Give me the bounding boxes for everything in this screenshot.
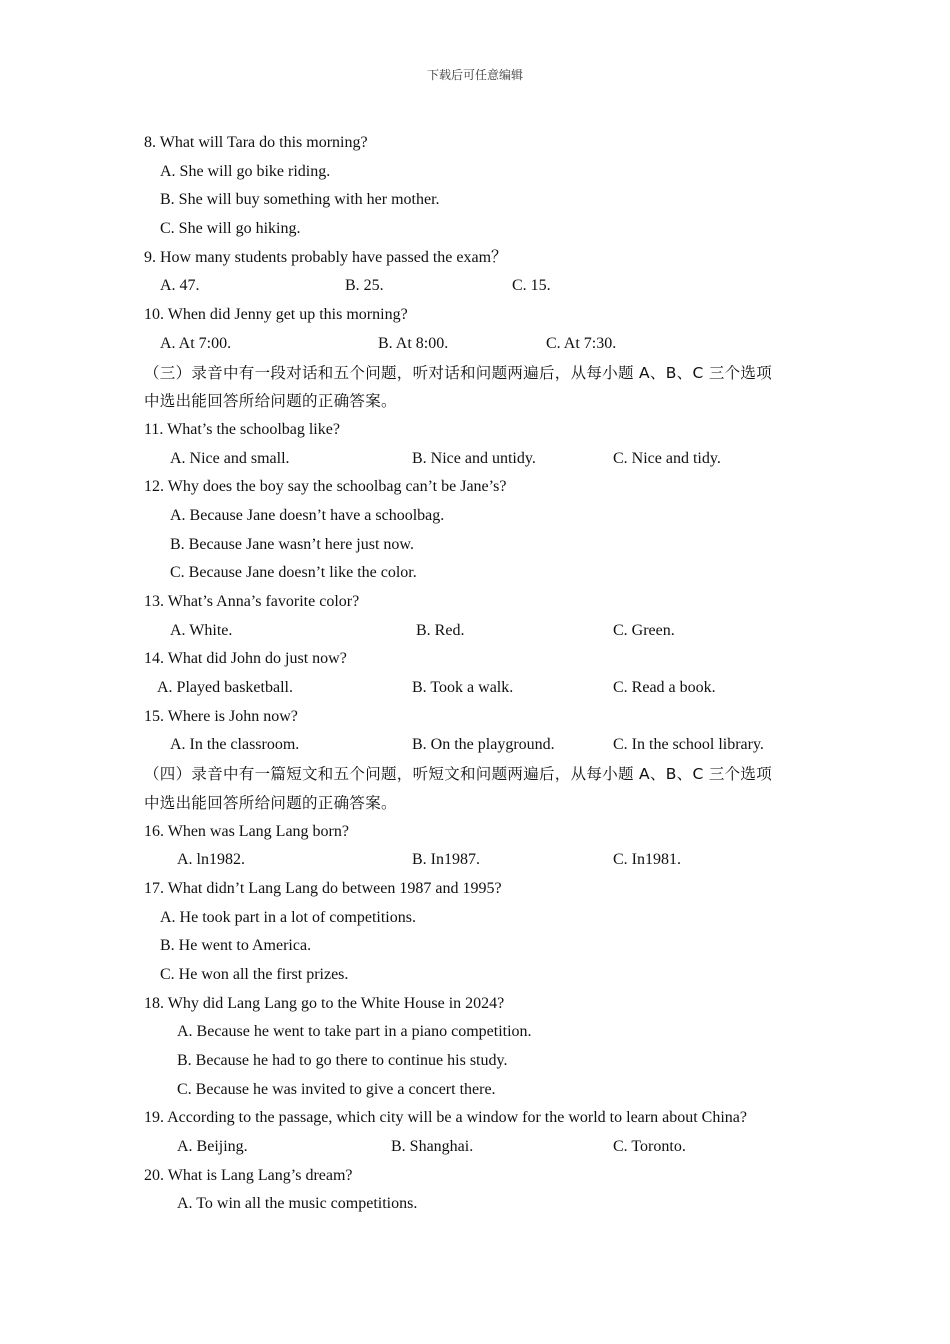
answer-option: B. In1987.: [412, 851, 480, 869]
answer-option: B. Took a walk.: [412, 679, 514, 697]
answer-option: C. At 7:30.: [546, 334, 617, 352]
answer-option: C. Because Jane doesn’t like the color.: [170, 564, 417, 582]
answer-option: C. 15.: [512, 277, 551, 295]
question-text: 14. What did John do just now?: [144, 650, 347, 668]
question-list: [144, 129, 824, 1219]
answer-option: A. In the classroom.: [170, 736, 300, 754]
answer-option: B. 25.: [345, 277, 384, 295]
option-row: [144, 617, 824, 646]
answer-option: C. In1981.: [613, 851, 681, 869]
option-row: [144, 186, 824, 215]
option-row: [144, 1076, 824, 1105]
option-row: [144, 674, 824, 703]
option-row: [144, 559, 824, 588]
option-row: [144, 961, 824, 990]
answer-option: A. Beijing.: [177, 1138, 248, 1156]
section-instruction: 中选出能回答所给问题的正确答案。: [144, 793, 397, 812]
answer-option: C. Because he was invited to give a concert there.: [177, 1080, 496, 1098]
question-text: 17. What didn’t Lang Lang do between 1987 and 1995?: [144, 879, 502, 897]
answer-option: A. Nice and small.: [170, 449, 290, 467]
answer-option: B. Red.: [416, 621, 465, 639]
option-row: [144, 531, 824, 560]
option-row: [144, 846, 824, 875]
answer-option: C. Toronto.: [613, 1138, 686, 1156]
answer-option: A. 47.: [160, 277, 200, 295]
option-row: [144, 1190, 824, 1219]
question-text: 15. Where is John now?: [144, 707, 298, 725]
question-text: 10. When did Jenny get up this morning?: [144, 306, 408, 324]
option-row: [144, 731, 824, 760]
answer-option: A. Because he went to take part in a piano competition.: [177, 1023, 532, 1041]
answer-option: A. At 7:00.: [160, 334, 232, 352]
question-text: 9. How many students probably have passed the exam？: [144, 248, 508, 266]
answer-option: C. Nice and tidy.: [613, 449, 721, 467]
option-row: [144, 445, 824, 474]
option-row: [144, 1047, 824, 1076]
answer-option: B. Because he had to go there to continue his study.: [177, 1052, 508, 1069]
option-row: [144, 932, 824, 961]
option-row: [144, 272, 824, 301]
page-header: 下载后可任意编辑: [426, 68, 523, 82]
option-row: [144, 1018, 824, 1047]
answer-option: B. He went to America.: [160, 937, 312, 955]
answer-option: B. She will buy something with her mother.: [160, 191, 440, 209]
answer-option: B. At 8:00.: [378, 334, 449, 352]
answer-option: A. Because Jane doesn’t have a schoolbag.: [170, 506, 445, 524]
option-row: [144, 1133, 824, 1162]
answer-option: A. White.: [170, 621, 233, 639]
answer-option: C. She will go hiking.: [160, 220, 301, 238]
answer-option: B. Nice and untidy.: [412, 449, 536, 467]
question-text: 13. What’s Anna’s favorite color?: [144, 593, 360, 610]
option-row: [144, 158, 824, 187]
question-text: 19. According to the passage, which city will be a window for the world to learn about China?: [144, 1109, 747, 1127]
option-row: [144, 215, 824, 244]
answer-option: A. To win all the music competitions.: [177, 1195, 418, 1213]
answer-option: A. She will go bike riding.: [160, 162, 331, 180]
answer-option: A. He took part in a lot of competitions.: [160, 908, 416, 926]
answer-option: C. He won all the first prizes.: [160, 965, 349, 983]
section-instruction: （四）录音中有一篇短文和五个问题，听短文和问题两遍后，从每小题 A、B、C 三个选项: [144, 765, 773, 784]
question-text: 11. What’s the schoolbag like?: [144, 420, 340, 438]
option-row: [144, 502, 824, 531]
question-text: 20. What is Lang Lang’s dream?: [144, 1166, 353, 1184]
question-text: 8. What will Tara do this morning?: [144, 134, 368, 151]
option-row: [144, 330, 824, 359]
answer-option: B. Because Jane wasn’t here just now.: [170, 535, 414, 553]
section-instruction: （三）录音中有一段对话和五个问题，听对话和问题两遍后，从每小题 A、B、C 三个选项: [144, 363, 773, 382]
question-text: 16. When was Lang Lang born?: [144, 822, 349, 840]
answer-option: B. On the playground.: [412, 736, 555, 754]
answer-option: A. Played basketball.: [157, 679, 293, 697]
answer-option: C. Green.: [613, 621, 675, 639]
answer-option: A. ln1982.: [177, 851, 245, 869]
option-row: [144, 904, 824, 933]
answer-option: B. Shanghai.: [391, 1138, 474, 1156]
question-text: 18. Why did Lang Lang go to the White House in 2024?: [144, 994, 505, 1012]
answer-option: C. Read a book.: [613, 679, 716, 697]
question-text: 12. Why does the boy say the schoolbag can’t be Jane’s?: [144, 478, 507, 496]
answer-option: C. In the school library.: [613, 736, 764, 754]
section-instruction: 中选出能回答所给问题的正确答案。: [144, 392, 397, 411]
